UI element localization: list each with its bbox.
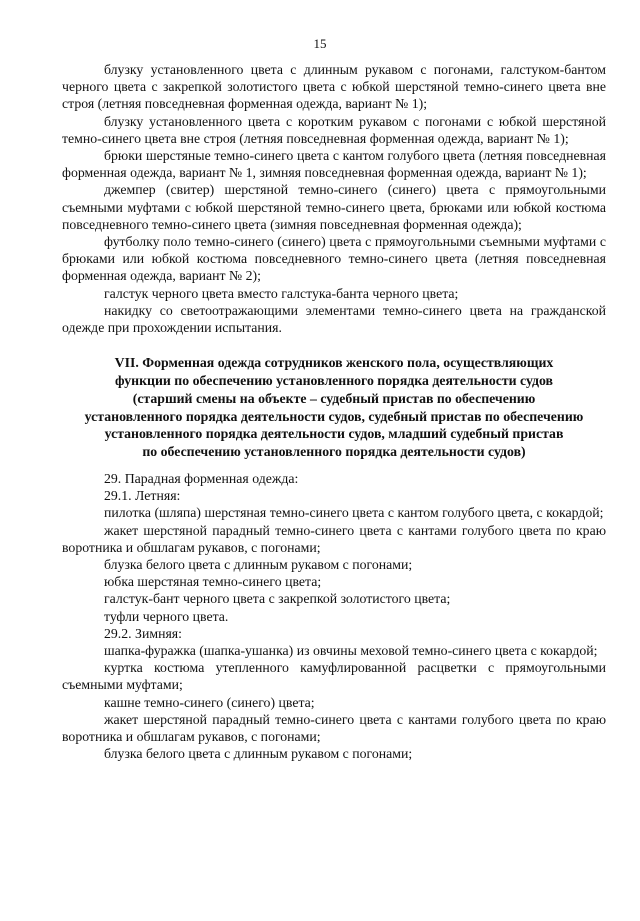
document-body <box>62 61 606 762</box>
paragraph: накидку со светоотражающими элементами темно-синего цвета на гражданской одежде при прохождении испытания. <box>62 302 606 336</box>
paragraph: галстук черного цвета вместо галстука-банта черного цвета; <box>104 285 459 301</box>
paragraph: 29.1. Летняя: <box>104 488 181 504</box>
heading-line: VII. Форменная одежда сотрудников женского пола, осуществляющих <box>114 355 554 371</box>
paragraph: 29.2. Зимняя: <box>104 625 182 641</box>
paragraph: куртка костюма утепленного камуфлированной расцветки с прямоугольными съемными муфтами; <box>62 660 606 693</box>
paragraph: кашне темно-синего (синего) цвета; <box>104 694 315 710</box>
heading-line: функции по обеспечению установленного порядка деятельности судов <box>115 373 553 389</box>
paragraph: жакет шерстяной парадный темно-синего цвета с кантами голубого цвета по краю воротника и обшлагам рукавов, с погонами; <box>62 522 606 555</box>
heading-line: установленного порядка деятельности судов, судебный пристав по обеспечению <box>84 408 584 424</box>
paragraph: туфли черного цвета. <box>104 608 229 624</box>
paragraph: блузку установленного цвета с длинным рукавом с погонами, галстуком-бантом черного цвета с закрепкой золотистого цвета с юбкой шерстяной темно-синего цвета вне строя (летняя повседневная форменная одежда, вариант № 1); <box>62 62 606 112</box>
heading-line: установленного порядка деятельности судов, младший судебный пристав <box>104 426 564 442</box>
paragraph: юбка шерстяная темно-синего цвета; <box>104 574 322 590</box>
paragraph: блузка белого цвета с длинным рукавом с погонами; <box>104 746 413 762</box>
paragraph: 29. Парадная форменная одежда: <box>104 471 299 487</box>
paragraph: шапка-фуражка (шапка-ушанка) из овчины меховой темно-синего цвета с кокардой; <box>104 643 598 659</box>
paragraph: футболку поло темно-синего (синего) цвета с прямоугольными съемными муфтами с брюками или юбкой костюма повседневного темно-синего цвета (летняя повседневная форменная одежда, вариант № 2); <box>62 234 606 284</box>
heading-line: по обеспечению установленного порядка деятельности судов) <box>142 444 526 460</box>
section-heading <box>62 354 606 461</box>
paragraph: джемпер (свитер) шерстяной темно-синего (синего) цвета с прямоугольными съемными муфтами с юбкой шерстяной темно-синего цвета, брюками или юбкой костюма повседневного темно-синего цвета (зимняя повседневная форменная одежда); <box>62 182 606 232</box>
page-number: 15 <box>313 36 327 51</box>
paragraph: блузку установленного цвета с коротким рукавом с погонами с юбкой шерстяной темно-синего цвета вне строя (летняя повседневная форменная одежда, вариант № 1); <box>62 113 606 146</box>
paragraph: галстук-бант черного цвета с закрепкой золотистого цвета; <box>104 591 451 607</box>
paragraph: пилотка (шляпа) шерстяная темно-синего цвета с кантом голубого цвета, с кокардой; <box>104 505 604 521</box>
paragraph: блузка белого цвета с длинным рукавом с погонами; <box>104 557 413 573</box>
paragraph: брюки шерстяные темно-синего цвета с кантом голубого цвета (летняя повседневная форменная одежда, вариант № 1, зимняя повседневная форменная одежда, вариант № 1); <box>62 148 606 181</box>
heading-line: (старший смены на объекте – судебный пристав по обеспечению <box>132 390 536 406</box>
paragraph: жакет шерстяной парадный темно-синего цвета с кантами голубого цвета по краю воротника и обшлагам рукавов, с погонами; <box>62 711 606 745</box>
